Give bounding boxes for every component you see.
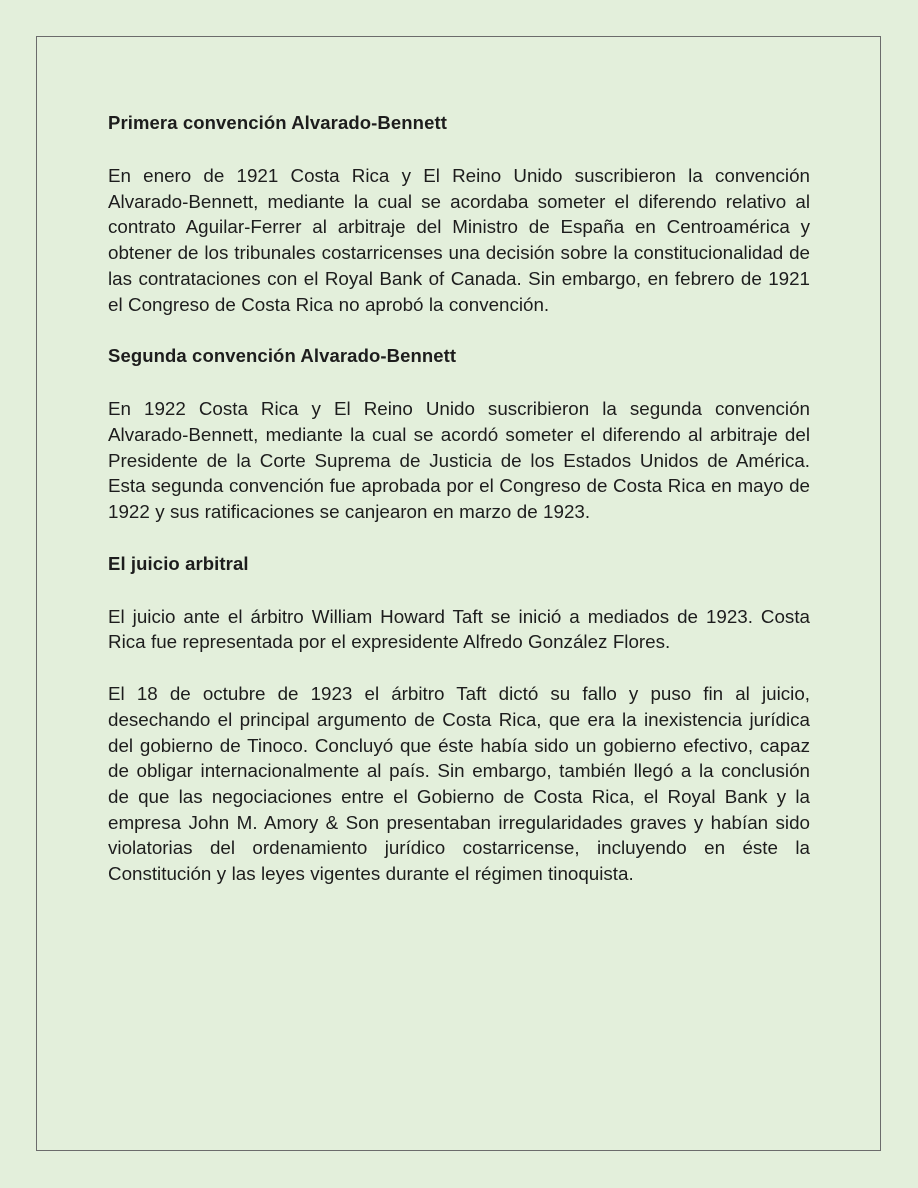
section-heading: Segunda convención Alvarado-Bennett (108, 345, 457, 367)
section-paragraph: En 1922 Costa Rica y El Reino Unido suscribieron la segunda convención Alvarado-Bennett, mediante la cual se acordó someter el diferendo al arbitraje del Presidente de la Corte Suprema de Justicia de los Estados Unidos de América. Esta segunda convención fue aprobada por el Congreso de Costa Rica en mayo de 1922 y sus ratificaciones se canjearon en marzo de 1923. (108, 398, 810, 523)
section-paragraph: El juicio ante el árbitro William Howard Taft se inició a mediados de 1923. Costa Rica fue representada por el expresidente Alfredo González Flores. (108, 605, 810, 653)
section-paragraph: El 18 de octubre de 1923 el árbitro Taft dictó su fallo y puso fin al juicio, desechando el principal argumento de Costa Rica, que era la inexistencia jurídica del gobierno de Tinoco. Concluyó que éste había sido un gobierno efectivo, capaz de obligar internacionalmente al país. Sin embargo, también llegó a la conclusión de que las negociaciones entre el Gobierno de Costa Rica, el Royal Bank y la empresa John M. Amory & Son presentaban irregularidades graves y habían sido violatorias del ordenamiento jurídico costarricense, incluyendo en éste la Constitución y las leyes vigentes durante el régimen tinoquista. (108, 683, 810, 885)
section-segunda-convencion (108, 343, 810, 525)
section-heading: El juicio arbitral (108, 552, 249, 574)
document-content (108, 110, 810, 913)
section-juicio-arbitral (108, 551, 810, 887)
section-primera-convencion (108, 110, 810, 317)
section-heading: Primera convención Alvarado-Bennett (108, 112, 447, 133)
section-paragraph: En enero de 1921 Costa Rica y El Reino Unido suscribieron la convención Alvarado-Bennett, mediante la cual se acordaba someter el diferendo relativo al contrato Aguilar-Ferrer al arbitraje del Ministro de España en Centroamérica y obtener de los tribunales costarricenses una decisión sobre la constitucionalidad de las contrataciones con el Royal Bank of Canada. Sin embargo, en febrero de 1921 el Congreso de Costa Rica no aprobó la convención. (108, 165, 810, 315)
